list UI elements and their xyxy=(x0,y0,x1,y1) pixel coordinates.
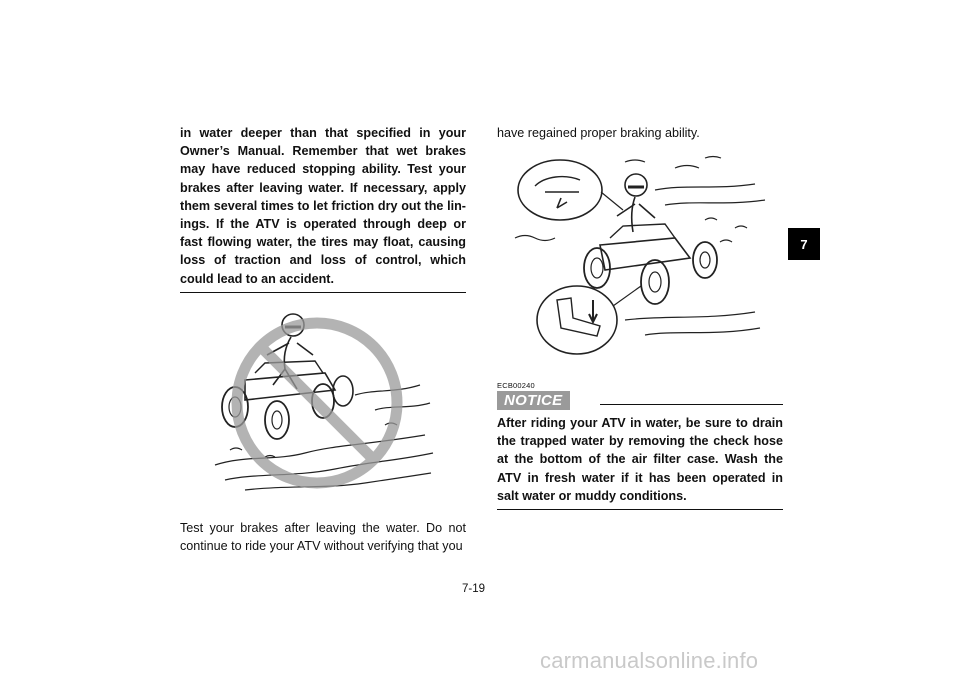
brake-test-illustration xyxy=(505,150,790,372)
notice-header xyxy=(497,391,783,410)
notice-code: ECB00240 xyxy=(497,381,535,390)
body-paragraph-block xyxy=(180,519,466,555)
notice-text: After riding your ATV in water, be sure to drain the trapped water by removing the check hose at the bottom of the air filter case. Wash the ATV in fresh water if it has been operated in salt water or muddy conditions. xyxy=(497,416,783,503)
body-paragraph: Test your brakes after leaving the water. Do not continue to ride your ATV without verifying that you xyxy=(180,521,466,554)
left-column xyxy=(180,124,466,293)
atv-water-prohibited-illustration xyxy=(205,285,437,505)
notice-block xyxy=(497,381,783,510)
watermark: carmanualsonline.info xyxy=(540,648,759,673)
chapter-tab: 7 xyxy=(788,228,820,260)
notice-end-rule xyxy=(497,509,783,510)
notice-label: NOTICE xyxy=(497,391,570,410)
right-column xyxy=(497,124,783,142)
page-number: 7-19 xyxy=(462,583,486,595)
continued-paragraph: have regained proper braking ability. xyxy=(497,126,700,140)
warning-text: in water deeper than that specified in your Owner’s Manual. Remember that wet brakes may have reduced stopping ability. Test your brakes after leaving water. If necessary, apply them several times to let friction dry out the lin-ings. If the ATV is operated through deep or fast flowing water, the tires may float, causing loss of traction and loss of control, which could lead to an accident. xyxy=(180,126,466,286)
notice-header-rule xyxy=(600,404,783,405)
